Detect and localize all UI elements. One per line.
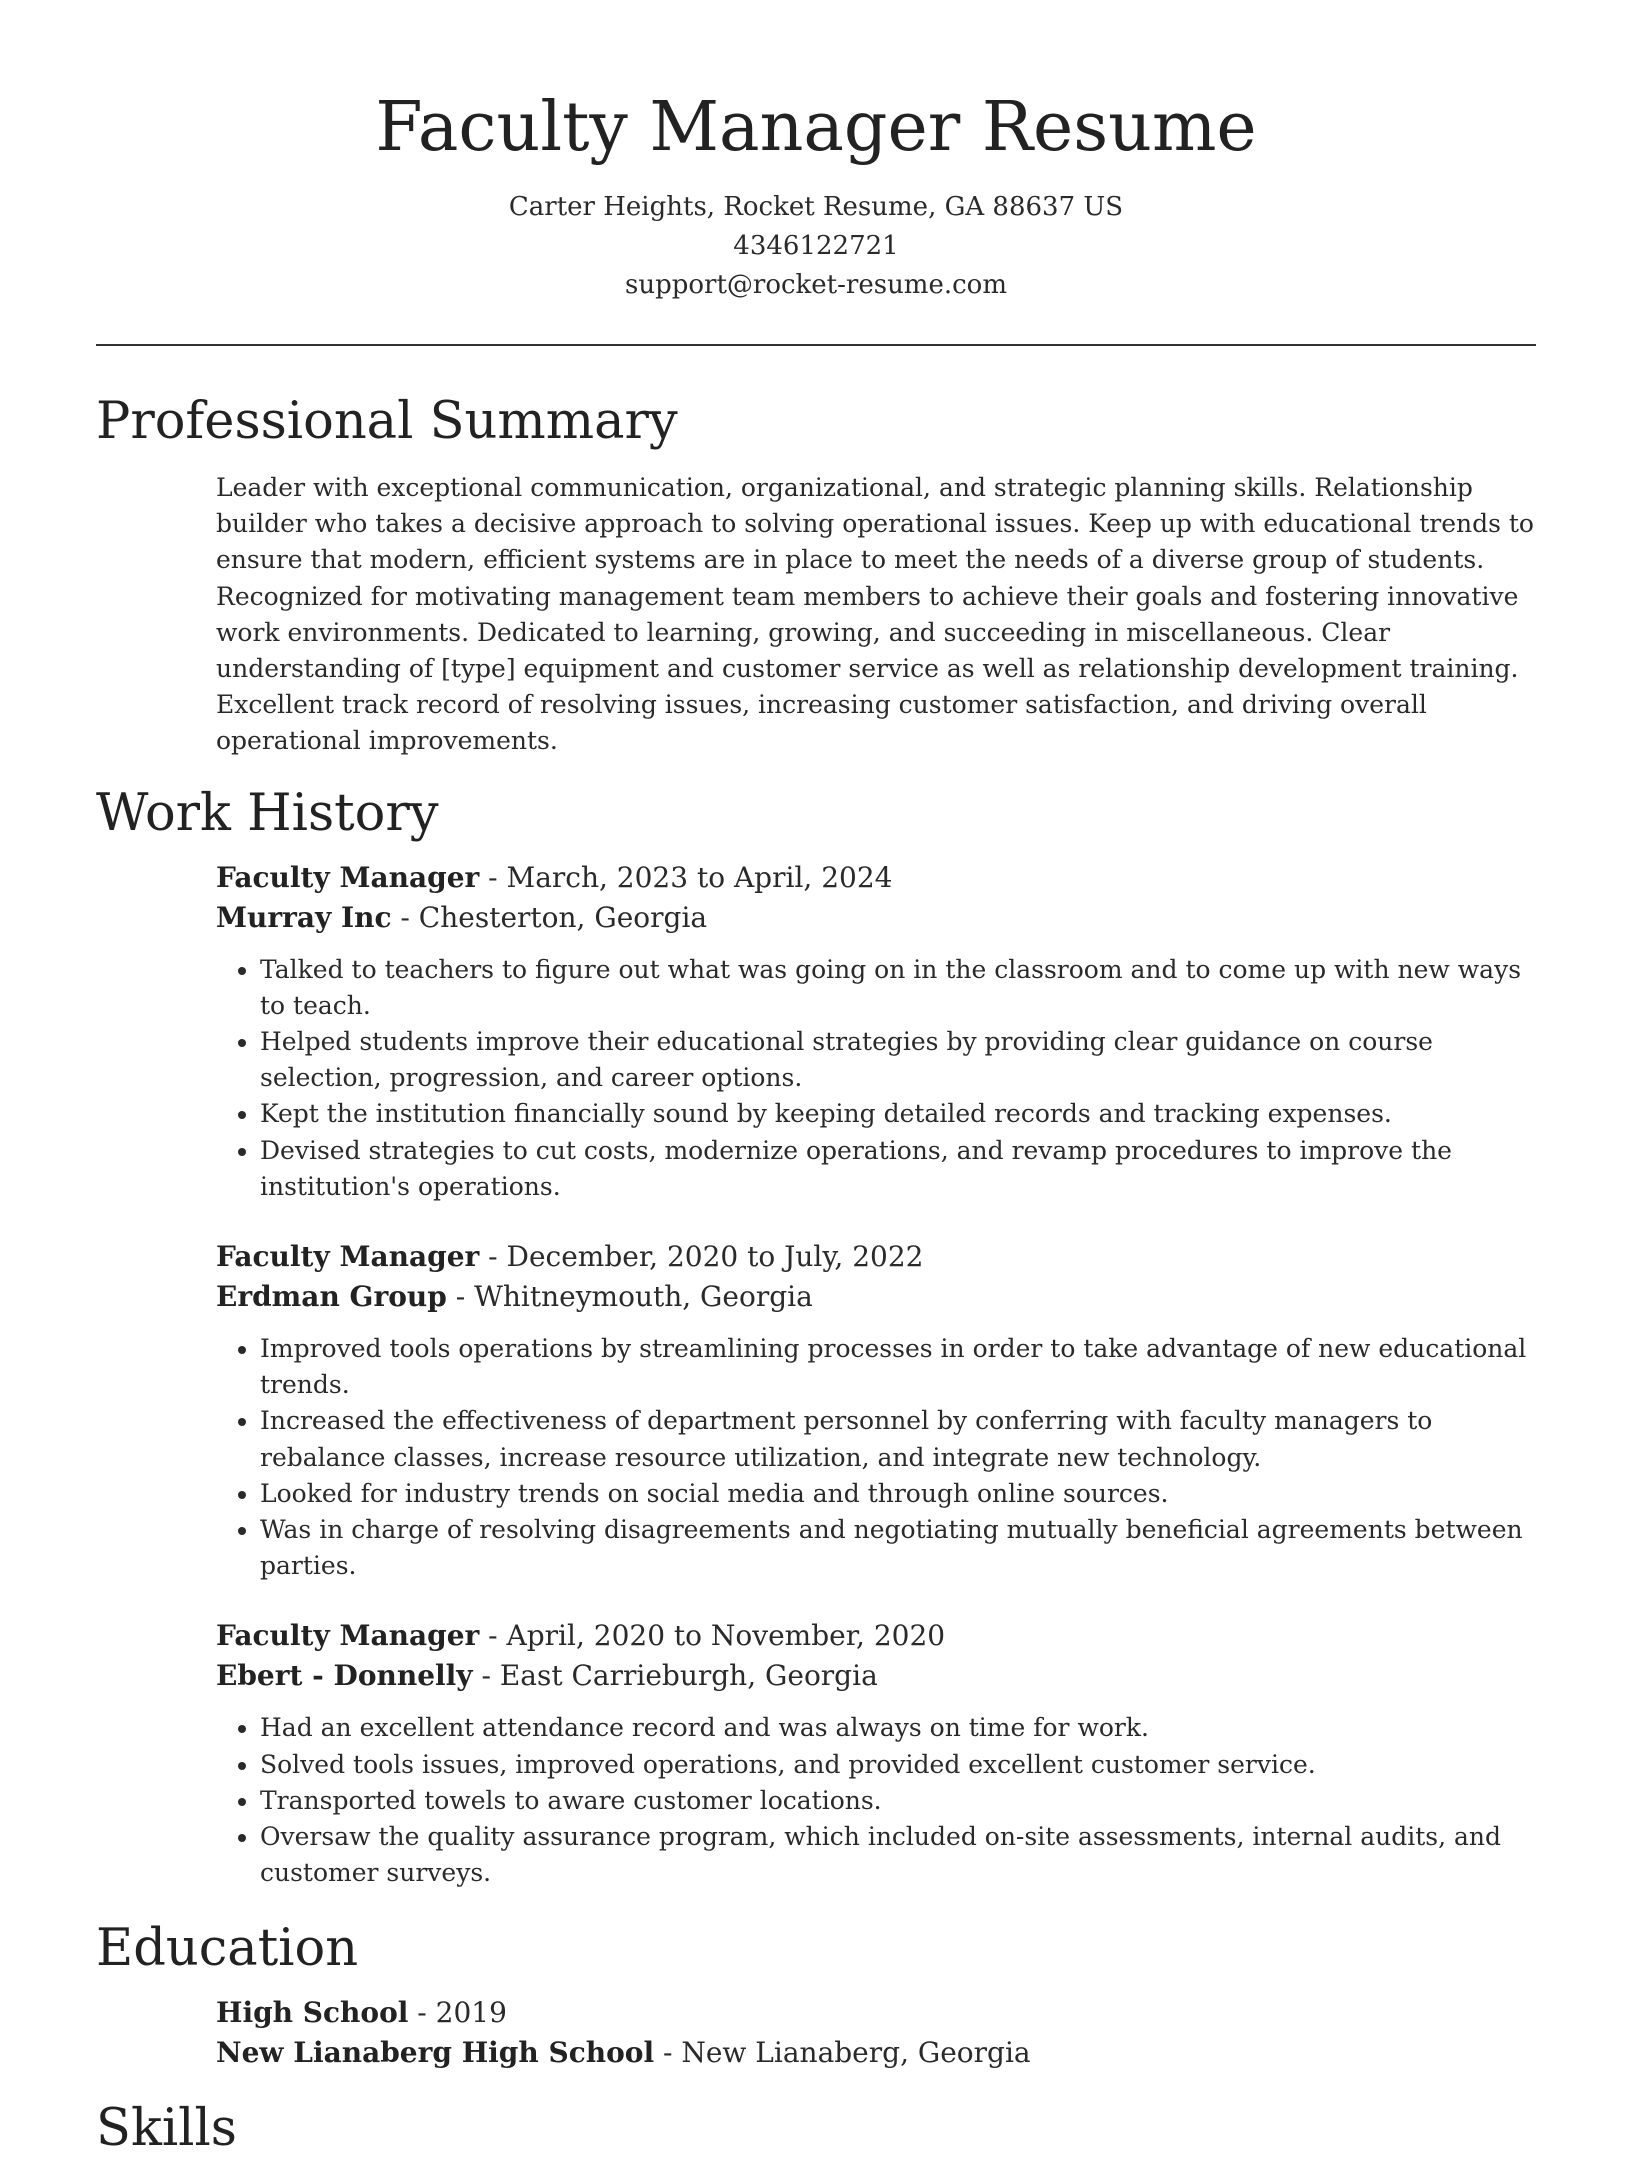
job-company: Ebert - Donnelly (216, 1659, 473, 1693)
job-header (216, 858, 1536, 938)
education-location: - New Lianaberg, Georgia (654, 2036, 1031, 2070)
contact-block (96, 188, 1536, 305)
job-role: Faculty Manager (216, 1240, 480, 1274)
summary-body (96, 470, 1536, 760)
job-bullets (216, 1331, 1536, 1584)
section-title-summary: Professional Summary (96, 392, 678, 451)
education-year: - 2019 (408, 1996, 507, 2030)
job-company-line (216, 1277, 1536, 1317)
job-dates: - March, 2023 to April, 2024 (479, 860, 893, 894)
education-degree: High School (216, 1996, 409, 2030)
job-header (216, 1237, 1536, 1317)
job-company: Murray Inc (216, 900, 392, 934)
job-bullet: • Talked to teachers to figure out what was going on in the classroom and to come up with new ways to teach. (260, 952, 1536, 1024)
job-bullet: • Devised strategies to cut costs, modernize operations, and revamp procedures to improve the institution's operations. (260, 1133, 1536, 1205)
job-entry (216, 1237, 1536, 1584)
job-company: Erdman Group (216, 1280, 447, 1314)
education-school: New Lianaberg High School (216, 2036, 655, 2070)
education-school-line (216, 2033, 1536, 2073)
resume-header (96, 0, 1536, 305)
job-entry (216, 858, 1536, 1205)
job-bullet: • Had an excellent attendance record and was always on time for work. (260, 1710, 1536, 1746)
job-dates: - December, 2020 to July, 2022 (479, 1240, 924, 1274)
job-header (216, 1616, 1536, 1696)
contact-phone: 4346122721 (733, 231, 899, 261)
job-bullet: • Improved tools operations by streamlining processes in order to take advantage of new educational trends. (260, 1331, 1536, 1403)
section-title-work-history: Work History (96, 783, 439, 843)
job-bullet: • Transported towels to aware customer locations. (260, 1783, 1536, 1819)
job-title-line (216, 1237, 1536, 1277)
job-bullet: • Looked for industry trends on social media and through online sources. (260, 1476, 1536, 1512)
resume-title: Faculty Manager Resume (375, 88, 1257, 167)
job-entry (216, 1616, 1536, 1891)
job-bullets (216, 952, 1536, 1205)
contact-email: support@rocket-resume.com (624, 270, 1007, 300)
job-bullets (216, 1710, 1536, 1891)
education-header (216, 1993, 1536, 2073)
job-bullet: • Was in charge of resolving disagreements and negotiating mutually beneficial agreements between parties. (260, 1512, 1536, 1584)
education-entry (96, 1993, 1536, 2073)
job-title-line (216, 1616, 1536, 1656)
job-company-line (216, 898, 1536, 938)
header-divider (96, 344, 1536, 346)
contact-address: Carter Heights, Rocket Resume, GA 88637 US (508, 192, 1124, 222)
job-role: Faculty Manager (216, 1619, 480, 1653)
section-title-skills: Skills (96, 2099, 237, 2159)
section-title-education: Education (96, 1919, 359, 1979)
job-title-line (216, 858, 1536, 898)
job-bullet: • Solved tools issues, improved operations, and provided excellent customer service. (260, 1747, 1536, 1783)
job-dates: - April, 2020 to November, 2020 (479, 1619, 946, 1653)
summary-text: Leader with exceptional communication, organizational, and strategic planning skills. Relationship builder who takes a decisive approach to solving operational issues. Keep up with educational trends to ensure that modern, efficient systems are in place to meet the needs of a diverse group of students. Recognized for motivating management team members to achieve their goals and fostering innovative work environments. Dedicated to learning, growing, and succeeding in miscellaneous. Clear understanding of [type] equipment and customer service as well as relationship development training. Excellent track record of resolving issues, increasing customer satisfaction, and driving overall operational improvements. (216, 473, 1534, 756)
job-bullet: • Oversaw the quality assurance program, which included on-site assessments, internal audits, and customer surveys. (260, 1819, 1536, 1891)
job-location: - Whitneymouth, Georgia (446, 1280, 813, 1314)
job-location: - East Carrieburgh, Georgia (472, 1659, 878, 1693)
job-company-line (216, 1656, 1536, 1696)
job-bullet: • Helped students improve their educational strategies by providing clear guidance on course selection, progression, and career options. (260, 1024, 1536, 1096)
job-role: Faculty Manager (216, 860, 480, 894)
education-degree-line (216, 1993, 1536, 2033)
job-bullet: • Increased the effectiveness of department personnel by conferring with faculty managers to rebalance classes, increase resource utilization, and integrate new technology. (260, 1403, 1536, 1475)
job-location: - Chesterton, Georgia (391, 900, 708, 934)
job-bullet: • Kept the institution financially sound by keeping detailed records and tracking expenses. (260, 1096, 1536, 1132)
work-history-list (96, 858, 1536, 1892)
